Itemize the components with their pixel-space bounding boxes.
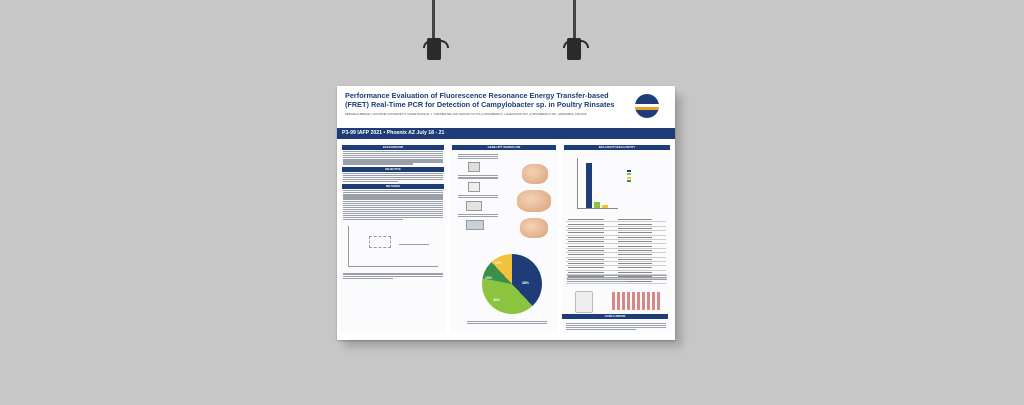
poultry-image xyxy=(517,190,551,212)
poultry-image xyxy=(522,164,548,184)
section-header-conclusions: CONCLUSIONS xyxy=(562,314,668,319)
methods-text xyxy=(343,190,443,220)
instrument-image xyxy=(575,291,593,313)
poster-header xyxy=(337,86,675,126)
pie-legend xyxy=(467,320,547,325)
poster-title: Performance Evaluation of Fluorescence Resonance Energy Transfer-based (FRET) Real-Time PCR for Detection of Campylobacter sp. in Poultry Rinsates xyxy=(345,91,615,109)
poster-authors: DEBORAH BRIESE, LOUISIANE CONVENIETTI, MARIE BUGNAN, J. STEINBAUER AND VANIANT DUTTA (1) BIOMÉRIEUX, HAZELWOOD MO; (2) BIOMÉRIEUX INC, GRENOBLE, FRANCE xyxy=(345,112,587,116)
conclusions-text xyxy=(566,322,666,331)
section-header-objective: OBJECTIVE xyxy=(342,167,444,172)
pie-label: 10% xyxy=(485,276,493,280)
section-header-methods: METHODS xyxy=(342,184,444,189)
poultry-image xyxy=(520,218,548,238)
hanging-wire-left xyxy=(432,0,435,38)
research-poster xyxy=(337,86,675,340)
section-header-inclusivity: INCLUSIVITY/EXCLUSIVITY xyxy=(564,145,670,150)
section-header-workflow: GENE-UP® WORKFLOW xyxy=(452,145,556,150)
inclusivity-bar-chart xyxy=(577,158,618,209)
poster-column-left xyxy=(340,143,446,333)
workflow-steps xyxy=(458,153,498,233)
pie-label: 38% xyxy=(522,281,530,285)
binder-clip-right xyxy=(567,38,581,60)
background-text xyxy=(343,151,443,165)
hanging-wire-right xyxy=(573,0,576,38)
results-text xyxy=(567,274,667,283)
fret-diagram xyxy=(348,226,438,267)
pie-label: 12% xyxy=(495,261,503,265)
sample-pie-chart xyxy=(482,254,542,314)
plate-grid xyxy=(612,292,660,310)
objective-text xyxy=(343,173,443,183)
pie-label: 40% xyxy=(493,298,501,302)
company-logo-icon xyxy=(635,94,659,118)
conference-banner: P3-99 IAFP 2021 • Phoenix AZ July 18 - 21 xyxy=(337,128,675,139)
section-header-background: BACKGROUND xyxy=(342,145,444,150)
binder-clip-left xyxy=(427,38,441,60)
chart-legend xyxy=(627,168,657,184)
